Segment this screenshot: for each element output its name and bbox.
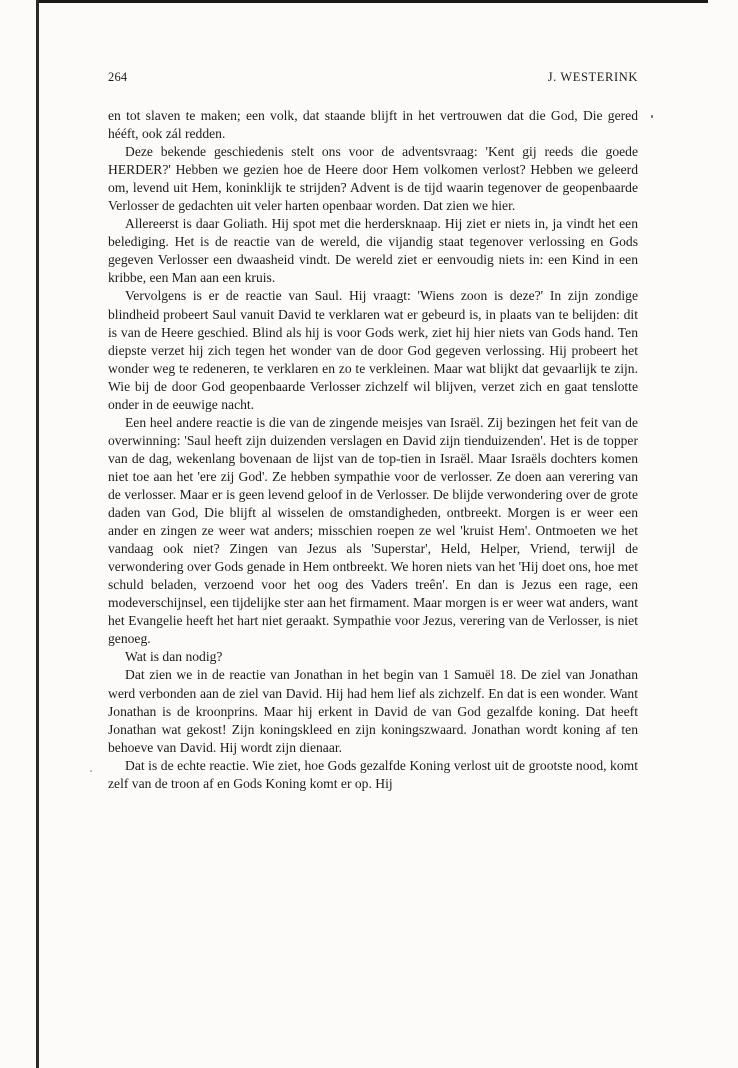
paragraph: Allereerst is daar Goliath. Hij spot met die herdersknaap. Hij ziet er niets in, ja vindt het een belediging. Het is de reactie van de wereld, die vijandig staat tegenover verlossing en Gods gegeven Verlosser een dwaasheid vindt. De wereld ziet er eenvoudig niets in: een Kind in een kribbe, een Man aan een kruis. [108,216,638,286]
scan-speck [651,115,653,118]
page-content [108,70,638,793]
paragraph: Dat is de echte reactie. Wie ziet, hoe Gods gezalfde Koning verlost uit de grootste nood, komt zelf van de troon af en Gods Koning komt er op. Hij [108,757,638,791]
paragraph: Dat zien we in de reactie van Jonathan in het begin van 1 Samuël 18. De ziel van Jonathan werd verbonden aan de ziel van David. Hij had hem lief als zichzelf. En dat is een wonder. Want Jonathan is de kroonprins. Maar hij erkent in David de van God gezalfde koning. Dat heeft Jonathan wat gekost! Zijn koningskleed en zijn koningszwaard. Jonathan wordt koning af ten behoeve van David. Hij wordt zijn dienaar. [108,667,638,755]
page-number: 264 [108,70,128,84]
scan-top-edge [38,0,708,3]
paragraph: Vervolgens is er de reactie van Saul. Hij vraagt: 'Wiens zoon is deze?' In zijn zondige blindheid probeert Saul vanuit David te verklaren wat er gebeurd is, in plaats van te belijden: dit is van de Heere geschied. Blind als hij is voor Gods werk, ziet hij hier niets van Gods hand. Ten diepste verzet hij zich tegen het wonder van de door God gegeven verlossing. Hij probeert het wonder weg te redeneren, te verklaren en zo te verkleinen. Maar wat blijkt dat gevaarlijk te zijn. Wie bij de door God geopenbaarde Verlosser zichzelf wil blijven, verzet zich en gaat tenslotte onder in de eeuwige nacht. [108,288,638,412]
scan-speck [90,770,92,772]
body-text [108,107,638,793]
scan-left-edge [36,0,39,1068]
running-header-author: J. WESTERINK [547,70,638,84]
paragraph: Wat is dan nodig? [125,649,223,665]
paragraph: Een heel andere reactie is die van de zingende meisjes van Israël. Zij bezingen het feit van de overwinning: 'Saul heeft zijn duizenden verslagen en David zijn tienduizenden'. Het is de topper van de dag, wekenlang bovenaan de lijst van de top-tien in Israël. Maar Israëls dochters komen niet toe aan het 'ere zij God'. Ze hebben sympathie voor de verlosser. Ze doen aan verering van de verlosser. Maar er is geen levend geloof in de Verlosser. De blijde verwondering over de grote daden van God, Die blijft al wisselen de omstandigheden, ontbreekt. Morgen is er weer een ander en zingen ze weer wat anders; misschien roepen ze wel 'kruist Hem'. Ontmoeten we het vandaag ook niet? Zingen van Jezus als 'Superstar', Held, Helper, Vriend, terwijl de verwondering over Gods genade in Hem ontbreekt. We horen niets van het 'Hij doet ons, hoe met schuld beladen, verzoend voor het oog des Vaders treên'. En dan is Jezus een rage, een modeverschijnsel, een tijdelijke ster aan het firmament. Maar morgen is er weer wat anders, want het Evangelie heeft het hart niet geraakt. Sympathie voor Jezus, verering van de Verlosser, is niet genoeg. [108,414,638,647]
paragraph: Deze bekende geschiedenis stelt ons voor de adventsvraag: 'Kent gij reeds die goede HERDER?' Hebben we gezien hoe de Heere door Hem volkomen verlost? Hebben we geleerd om, levend uit Hem, koninklijk te strijden? Advent is de tijd waarin tegenover de geopenbaarde Verlosser de gedachten uit veler harten openbaar worden. Dat zien we hier. [108,144,638,214]
paragraph: en tot slaven te maken; een volk, dat staande blijft in het vertrouwen dat die God, Die gered hééft, ook zál redden. [108,108,638,142]
running-header [108,70,638,85]
